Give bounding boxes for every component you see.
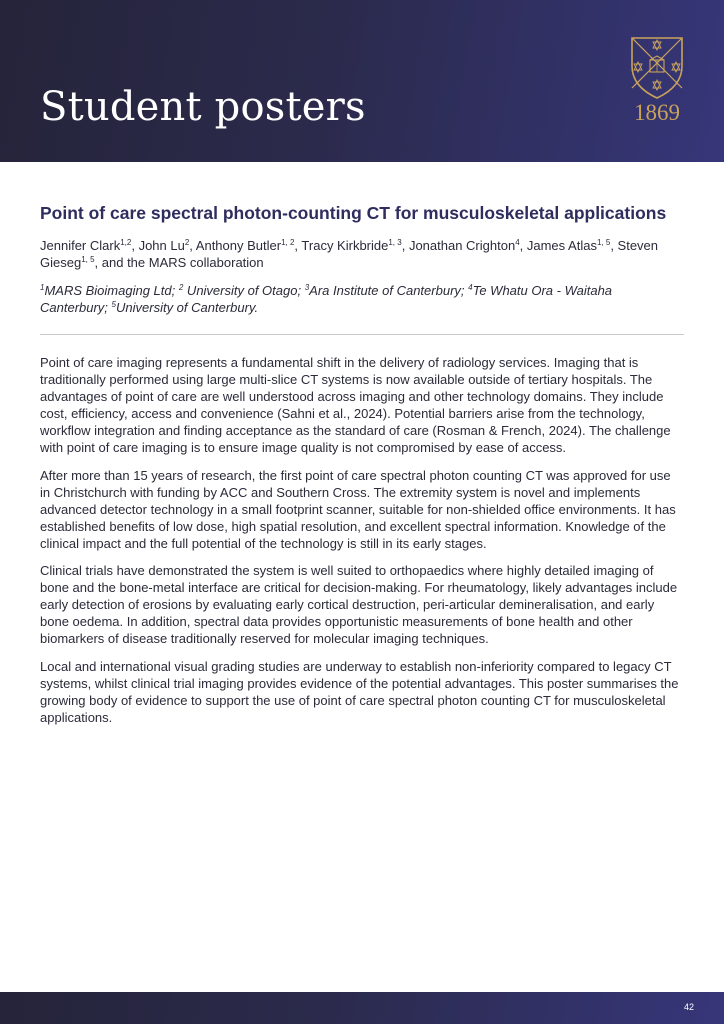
crest-year: 1869 [634, 100, 680, 125]
body-paragraph: Local and international visual grading studies are underway to establish non-inferiority compared to legacy CT systems, whilst clinical trial imaging provides evidence of the potential advantages. This poster summarises the growing body of evidence to support the use of point of care spectral photon counting CT for musculoskeletal applications. [40, 658, 679, 725]
body-paragraph: Clinical trials have demonstrated the system is well suited to orthopaedics where highly detailed imaging of bone and the bone-metal interface are critical for decision-making. For rheumatology, likely advantages include early detection of erosions by evaluating early cortical destruction, peri-articular demineralisation, and early bone oedema. In addition, spectral data provides opportunistic measurements of bone health and other biomarkers of disease traditionally reserved for molecular imaging techniques. [40, 563, 678, 647]
author-name: Anthony Butler [195, 238, 282, 253]
university-crest-icon [630, 36, 684, 100]
author-affiliation-marker: 1,2 [120, 238, 132, 247]
affiliation-list [40, 282, 670, 316]
author-name: James Atlas [526, 238, 597, 253]
article-title: Point of care spectral photon-counting CT for musculoskeletal applications [40, 203, 667, 223]
authors-tail: , and the MARS collaboration [94, 255, 264, 270]
affiliation-marker: 2 [178, 283, 184, 292]
author-affiliation-marker: 1, 2 [281, 238, 295, 247]
author-name: Jonathan Crighton [408, 238, 516, 253]
author-affiliation-marker: 2 [184, 238, 190, 247]
section-title: Student posters [40, 84, 366, 130]
author-name: Steven Gieseg [40, 238, 659, 270]
affiliation: University of Otago; [183, 283, 305, 298]
body-paragraph: Point of care imaging represents a fundamental shift in the delivery of radiology services. Imaging that is traditionally performed using large multi-slice CT systems is now available outside of tertiary hospitals. The advantages of point of care are well understood across imaging and other technology domains. They include cost, efficiency, access and convenience (Sahni et al., 2024). Potential barriers arise from the technology, workflow integration and finding acceptance as the standard of care (Rosman & French, 2024). The challenge with point of care imaging is to ensure image quality is not compromised by ease of access. [40, 355, 671, 456]
article-body [40, 354, 684, 736]
affiliation-marker: 3 [304, 283, 310, 292]
section-divider [40, 334, 684, 335]
body-paragraph: After more than 15 years of research, the first point of care spectral photon counting CT was approved for use in Christchurch with funding by ACC and Southern Cross. The extremity system is novel and implements advanced detector technology in a small footprint scanner, suitable for non-shielded office environments. It has established benefits of low dose, high spatial resolution, and excellent spectral information. Knowledge of the clinical impact and the full potential of the technology is still in its early stages. [40, 467, 676, 551]
author-affiliation-marker: 1, 3 [388, 238, 402, 247]
page-number: 42 [683, 1002, 694, 1012]
author-affiliation-marker: 1, 5 [81, 255, 95, 264]
page-footer-banner [0, 992, 724, 1024]
affiliation: Ara Institute of Canterbury; [309, 283, 469, 298]
affiliation-marker: 1 [40, 283, 45, 292]
author-affiliation-marker: 1, 5 [596, 238, 611, 247]
page-header-banner [0, 0, 724, 162]
affiliation-marker: 5 [111, 300, 116, 309]
affiliation: University of Canterbury. [116, 300, 259, 315]
affiliation: Te Whatu Ora - Waitaha Canterbury; [40, 283, 613, 315]
author-name: Jennifer Clark [40, 238, 121, 253]
author-name: Tracy Kirkbride [301, 238, 389, 253]
author-name: John Lu [138, 238, 185, 253]
affiliation: MARS Bioimaging Ltd; [44, 283, 179, 298]
affiliation-marker: 4 [468, 283, 473, 292]
author-list: Jennifer Clark$^{1,2}$, John Lu$^2$, Anthony Butler$^{1, 2}$, Tracy Kirkbride$^{1, 3}$, Jonathan Crighton$^4$, James Atlas$^{1, 5}$, Steven Gieseg$^{1, 5}$, and the MARS collaboration [40, 238, 659, 270]
author-affiliation-marker: 4 [515, 238, 520, 247]
